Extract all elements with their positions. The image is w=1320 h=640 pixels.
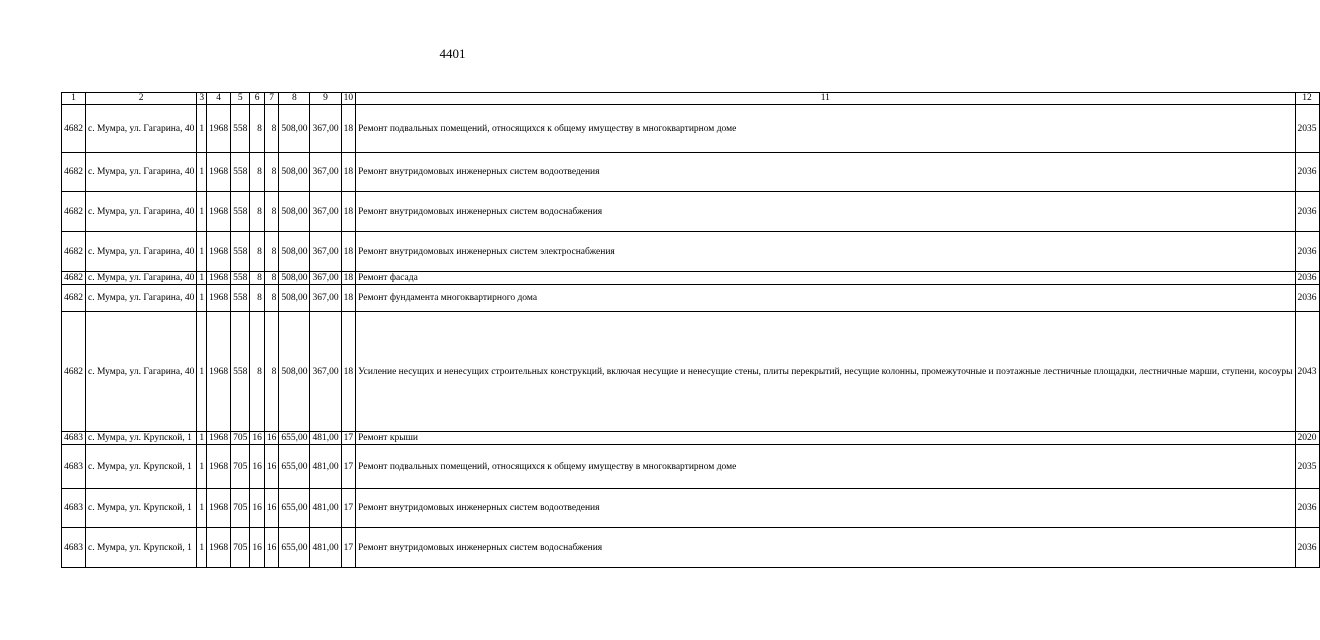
year-cell: 1968: [207, 312, 231, 432]
due-year: 2035: [1295, 105, 1319, 153]
year-cell: 1968: [207, 432, 231, 445]
cell-col9: 367,00: [310, 232, 341, 272]
due-year: 2036: [1295, 272, 1319, 285]
table-row: [62, 432, 1320, 445]
record-id: 4682: [62, 312, 86, 432]
work-description: Ремонт внутридомовых инженерных систем водоотведения: [356, 153, 1295, 192]
address-cell: с. Мумра, ул. Крупской, 1: [86, 432, 197, 445]
table-row: [62, 445, 1320, 489]
due-year: 2036: [1295, 153, 1319, 192]
cell-col7: 16: [264, 489, 279, 528]
work-description: Ремонт фундамента многоквартирного дома: [356, 285, 1295, 312]
address-cell: с. Мумра, ул. Крупской, 1: [86, 445, 197, 489]
due-year: 2036: [1295, 232, 1319, 272]
record-id: 4682: [62, 232, 86, 272]
address-cell: с. Мумра, ул. Гагарина, 40: [86, 105, 197, 153]
work-description: Усиление несущих и ненесущих строительных конструкций, включая несущие и ненесущие стены, плиты перекрытий, несущие колонны, промежуточные и поэтажные лестничные площадки, лестничные марши, ступени, косоуры: [356, 312, 1295, 432]
cell-col10: 18: [341, 192, 356, 232]
cell-col6: 8: [250, 105, 265, 153]
due-year: 2020: [1295, 432, 1319, 445]
cell-col3: 1: [197, 232, 207, 272]
cell-col3: 1: [197, 489, 207, 528]
cell-col6: 16: [250, 528, 265, 568]
table-row: [62, 489, 1320, 528]
column-header: 5: [231, 93, 250, 105]
record-id: 4683: [62, 528, 86, 568]
address-cell: с. Мумра, ул. Гагарина, 40: [86, 272, 197, 285]
cell-col5: 558: [231, 232, 250, 272]
cell-col10: 18: [341, 285, 356, 312]
address-cell: с. Мумра, ул. Гагарина, 40: [86, 285, 197, 312]
cell-col3: 1: [197, 312, 207, 432]
year-cell: 1968: [207, 153, 231, 192]
cell-col6: 8: [250, 192, 265, 232]
cell-col6: 8: [250, 285, 265, 312]
due-year: 2036: [1295, 489, 1319, 528]
cell-col9: 367,00: [310, 285, 341, 312]
table-row: [62, 153, 1320, 192]
column-header: 8: [279, 93, 310, 105]
cell-col8: 508,00: [279, 285, 310, 312]
cell-col3: 1: [197, 153, 207, 192]
cell-col6: 16: [250, 432, 265, 445]
year-cell: 1968: [207, 105, 231, 153]
cell-col9: 481,00: [310, 489, 341, 528]
cell-col7: 8: [264, 312, 279, 432]
cell-col6: 8: [250, 153, 265, 192]
column-header: 9: [310, 93, 341, 105]
address-cell: с. Мумра, ул. Гагарина, 40: [86, 153, 197, 192]
table-row: [62, 272, 1320, 285]
cell-col8: 508,00: [279, 272, 310, 285]
cell-col7: 16: [264, 432, 279, 445]
cell-col7: 16: [264, 528, 279, 568]
due-year: 2036: [1295, 192, 1319, 232]
cell-col9: 481,00: [310, 445, 341, 489]
cell-col7: 8: [264, 192, 279, 232]
column-header: 6: [250, 93, 265, 105]
cell-col5: 705: [231, 489, 250, 528]
register-table: [61, 92, 1320, 568]
cell-col3: 1: [197, 272, 207, 285]
table-row: [62, 105, 1320, 153]
cell-col3: 1: [197, 528, 207, 568]
cell-col9: 481,00: [310, 528, 341, 568]
column-header: 10: [341, 93, 356, 105]
cell-col7: 8: [264, 272, 279, 285]
due-year: 2035: [1295, 445, 1319, 489]
year-cell: 1968: [207, 528, 231, 568]
cell-col10: 18: [341, 153, 356, 192]
cell-col10: 17: [341, 489, 356, 528]
table-row: [62, 285, 1320, 312]
cell-col6: 8: [250, 232, 265, 272]
column-header: 7: [264, 93, 279, 105]
cell-col10: 18: [341, 272, 356, 285]
cell-col3: 1: [197, 285, 207, 312]
work-description: Ремонт внутридомовых инженерных систем водоотведения: [356, 489, 1295, 528]
cell-col8: 508,00: [279, 232, 310, 272]
cell-col8: 655,00: [279, 489, 310, 528]
cell-col7: 8: [264, 153, 279, 192]
cell-col5: 558: [231, 272, 250, 285]
year-cell: 1968: [207, 272, 231, 285]
cell-col8: 655,00: [279, 528, 310, 568]
header-row: [62, 93, 1320, 105]
cell-col6: 8: [250, 312, 265, 432]
cell-col5: 558: [231, 192, 250, 232]
cell-col10: 17: [341, 432, 356, 445]
address-cell: с. Мумра, ул. Крупской, 1: [86, 489, 197, 528]
cell-col5: 705: [231, 445, 250, 489]
cell-col3: 1: [197, 192, 207, 232]
year-cell: 1968: [207, 192, 231, 232]
work-description: Ремонт внутридомовых инженерных систем водоснабжения: [356, 192, 1295, 232]
cell-col9: 367,00: [310, 312, 341, 432]
cell-col9: 367,00: [310, 272, 341, 285]
cell-col6: 16: [250, 445, 265, 489]
table-row: [62, 528, 1320, 568]
cell-col8: 508,00: [279, 192, 310, 232]
column-header: 2: [86, 93, 197, 105]
work-description: Ремонт внутридомовых инженерных систем электроснабжения: [356, 232, 1295, 272]
cell-col7: 8: [264, 285, 279, 312]
address-cell: с. Мумра, ул. Гагарина, 40: [86, 232, 197, 272]
cell-col6: 8: [250, 272, 265, 285]
cell-col9: 481,00: [310, 432, 341, 445]
column-header: 4: [207, 93, 231, 105]
table-row: [62, 312, 1320, 432]
work-description: Ремонт внутридомовых инженерных систем водоснабжения: [356, 528, 1295, 568]
year-cell: 1968: [207, 489, 231, 528]
cell-col10: 18: [341, 232, 356, 272]
cell-col10: 18: [341, 312, 356, 432]
cell-col5: 558: [231, 153, 250, 192]
cell-col8: 655,00: [279, 445, 310, 489]
record-id: 4683: [62, 445, 86, 489]
table-row: [62, 232, 1320, 272]
cell-col7: 8: [264, 232, 279, 272]
work-description: Ремонт подвальных помещений, относящихся к общему имуществу в многоквартирном доме: [356, 105, 1295, 153]
record-id: 4682: [62, 192, 86, 232]
cell-col10: 18: [341, 105, 356, 153]
cell-col9: 367,00: [310, 153, 341, 192]
record-id: 4682: [62, 285, 86, 312]
year-cell: 1968: [207, 285, 231, 312]
cell-col5: 558: [231, 105, 250, 153]
record-id: 4682: [62, 272, 86, 285]
cell-col9: 367,00: [310, 105, 341, 153]
cell-col10: 17: [341, 528, 356, 568]
column-header: 3: [197, 93, 207, 105]
cell-col5: 558: [231, 312, 250, 432]
page-number: 4401: [439, 46, 466, 61]
column-header: 11: [356, 93, 1295, 105]
record-id: 4683: [62, 489, 86, 528]
record-id: 4683: [62, 432, 86, 445]
address-cell: с. Мумра, ул. Гагарина, 40: [86, 192, 197, 232]
record-id: 4682: [62, 153, 86, 192]
work-description: Ремонт фасада: [356, 272, 1295, 285]
cell-col9: 367,00: [310, 192, 341, 232]
cell-col8: 508,00: [279, 153, 310, 192]
cell-col8: 508,00: [279, 105, 310, 153]
cell-col5: 705: [231, 528, 250, 568]
year-cell: 1968: [207, 445, 231, 489]
cell-col5: 558: [231, 285, 250, 312]
cell-col3: 1: [197, 432, 207, 445]
cell-col5: 705: [231, 432, 250, 445]
cell-col7: 16: [264, 445, 279, 489]
cell-col3: 1: [197, 445, 207, 489]
cell-col3: 1: [197, 105, 207, 153]
cell-col7: 8: [264, 105, 279, 153]
work-description: Ремонт крыши: [356, 432, 1295, 445]
address-cell: с. Мумра, ул. Крупской, 1: [86, 528, 197, 568]
address-cell: с. Мумра, ул. Гагарина, 40: [86, 312, 197, 432]
column-header: 1: [62, 93, 86, 105]
cell-col10: 17: [341, 445, 356, 489]
due-year: 2043: [1295, 312, 1319, 432]
cell-col8: 655,00: [279, 432, 310, 445]
table-row: [62, 192, 1320, 232]
year-cell: 1968: [207, 232, 231, 272]
column-header: 12: [1295, 93, 1319, 105]
record-id: 4682: [62, 105, 86, 153]
due-year: 2036: [1295, 285, 1319, 312]
cell-col8: 508,00: [279, 312, 310, 432]
due-year: 2036: [1295, 528, 1319, 568]
work-description: Ремонт подвальных помещений, относящихся к общему имуществу в многоквартирном доме: [356, 445, 1295, 489]
cell-col6: 16: [250, 489, 265, 528]
